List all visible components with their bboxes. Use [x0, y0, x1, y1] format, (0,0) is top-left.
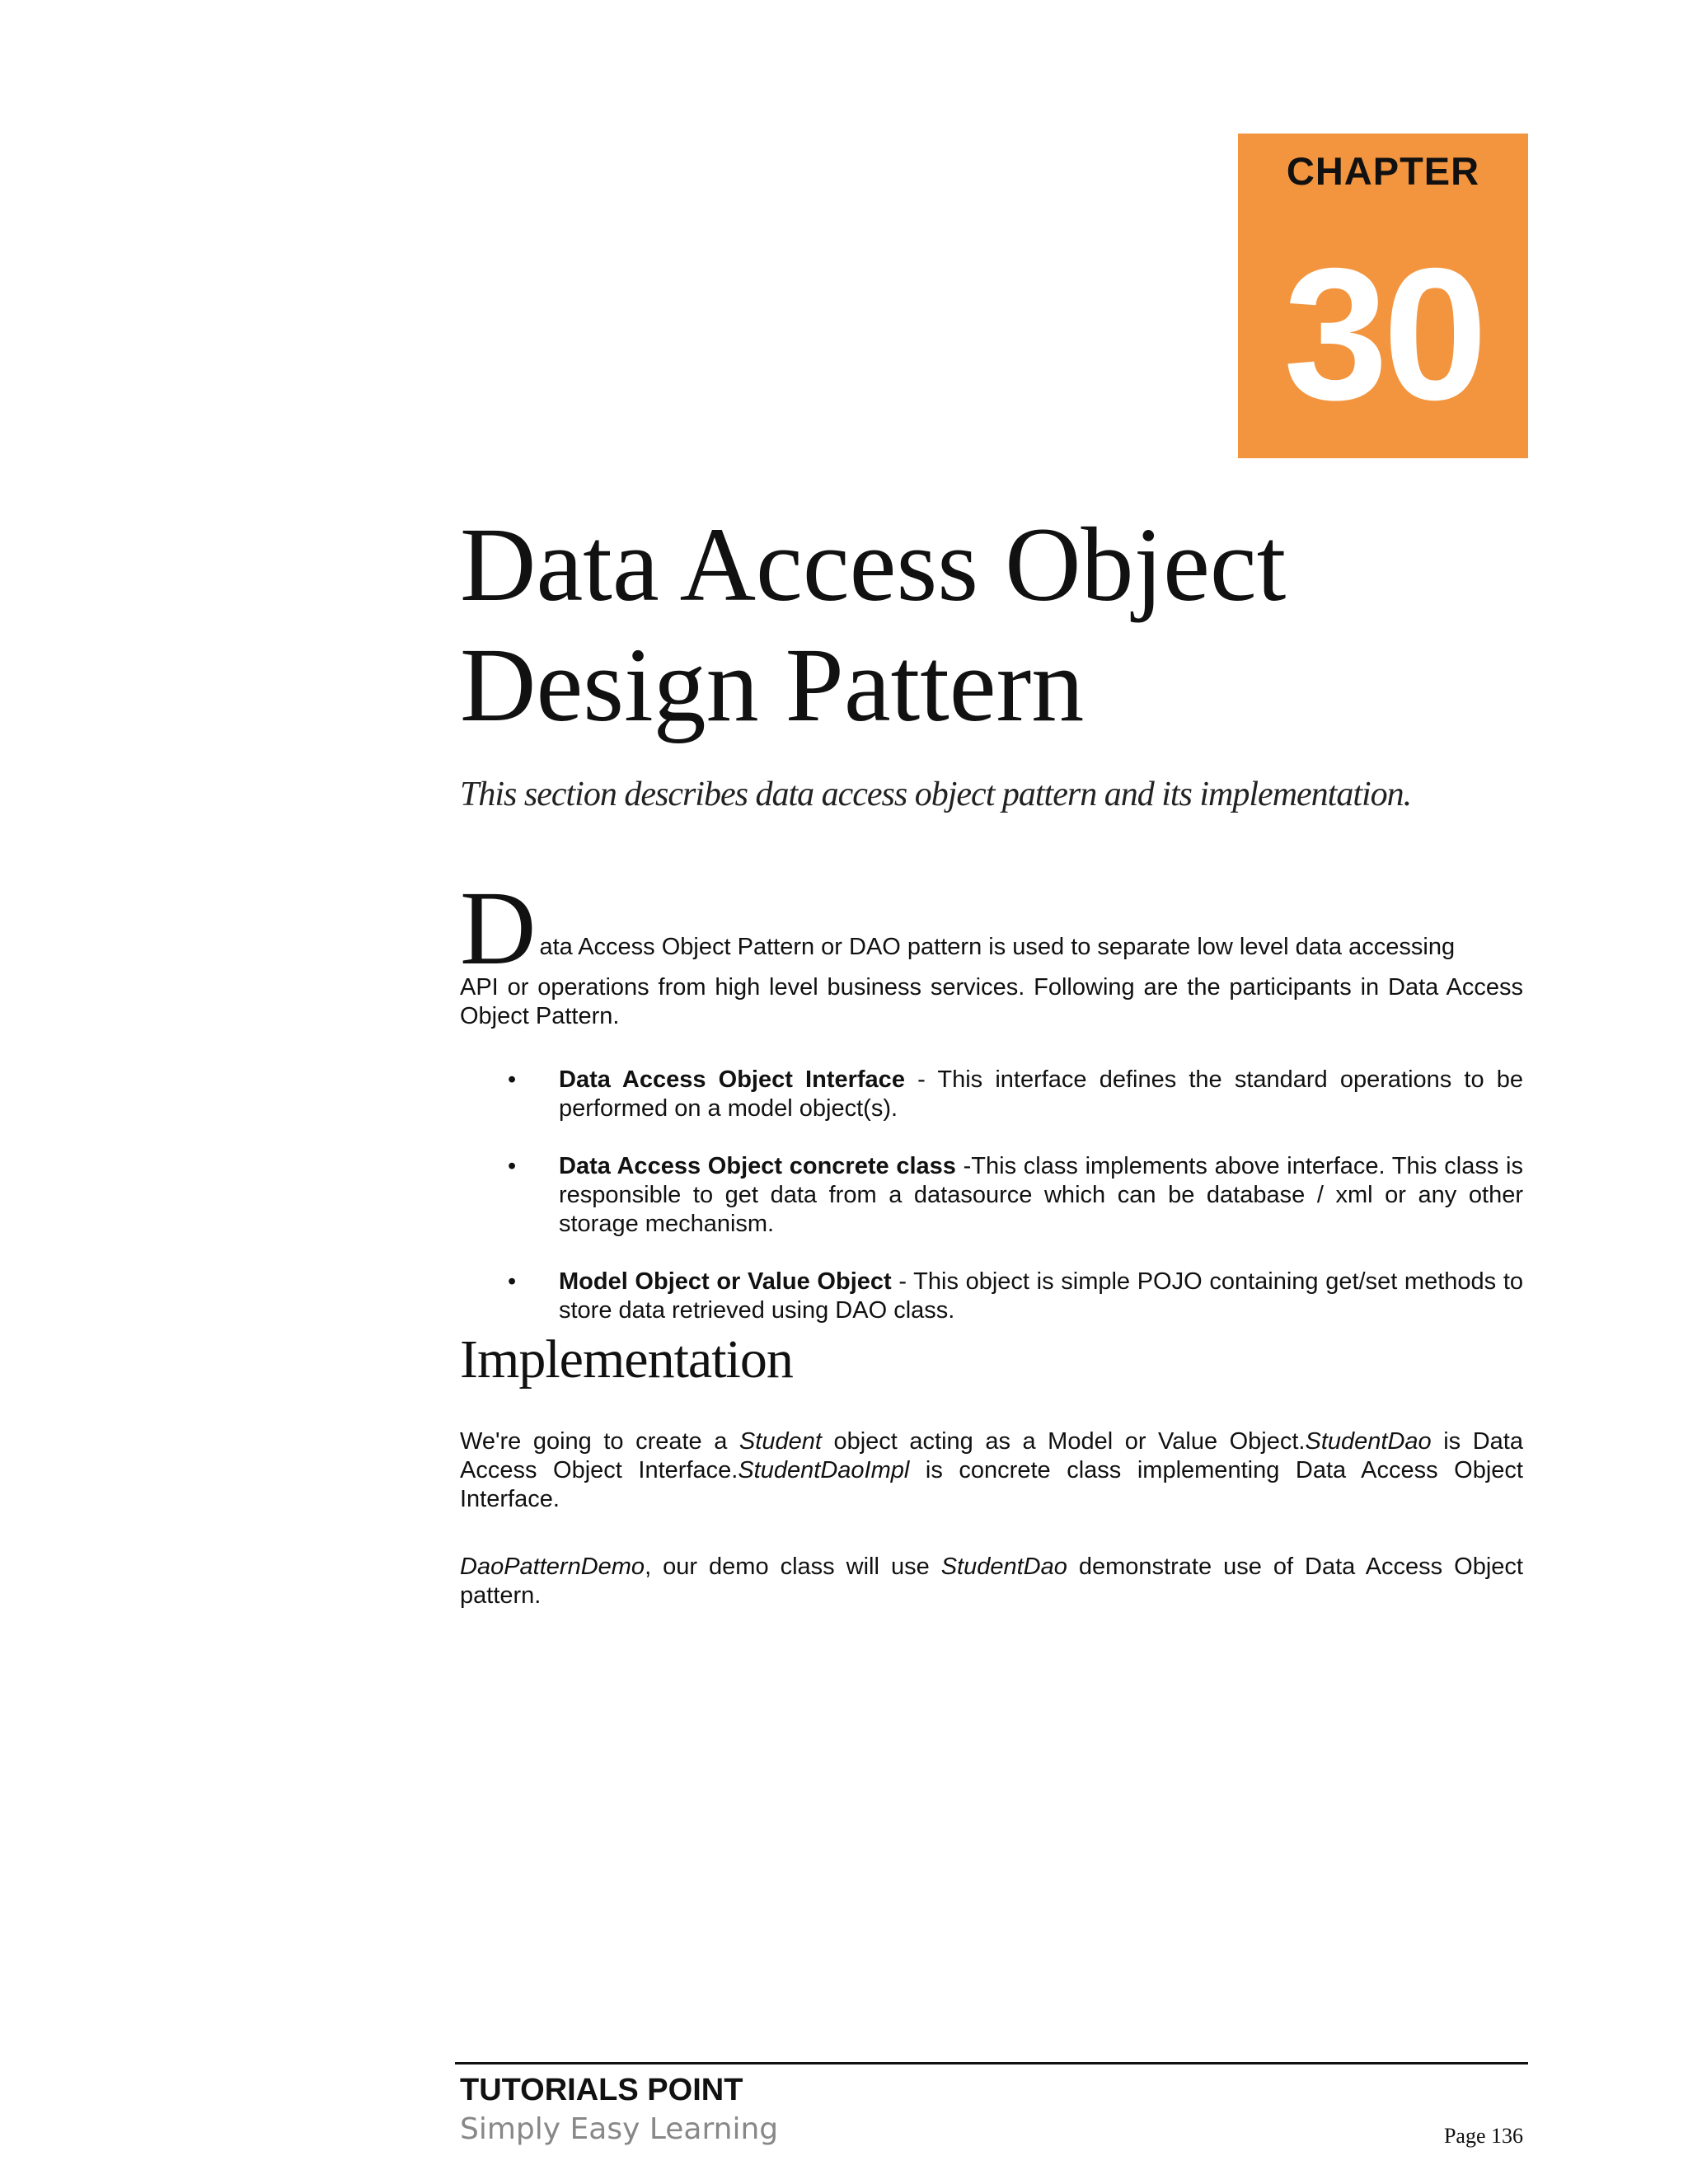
participant-term: Model Object or Value Object: [559, 1268, 892, 1295]
participant-separator: -: [955, 1153, 972, 1179]
page-number: Page 136: [1443, 2124, 1523, 2148]
text-run: object acting as a Model or Value Object.: [821, 1428, 1306, 1455]
intro-paragraph: [460, 869, 1523, 1031]
footer-brand: TUTORIALS POINT: [460, 2073, 743, 2107]
participant-term: Data Access Object Interface: [559, 1066, 905, 1093]
text-run: is Data Access Object Interface.: [460, 1428, 1523, 1483]
class-name: StudentDao: [1305, 1428, 1432, 1455]
list-item: [504, 1066, 1523, 1123]
bullet-icon: •: [508, 1268, 517, 1295]
section-heading: Implementation: [460, 1329, 793, 1390]
class-name: Student: [738, 1428, 822, 1455]
text-run: demonstrate use of Data Access Object pattern.: [460, 1554, 1523, 1609]
title-line-1: Data Access Object: [460, 506, 1287, 623]
footer-divider: [455, 2062, 1528, 2064]
participant-separator: -: [904, 1066, 938, 1093]
chapter-badge: [1238, 134, 1528, 458]
chapter-subtitle: This section describes data access object pattern and its implementation.: [460, 776, 1412, 813]
text-run: We're going to create a: [460, 1428, 739, 1455]
bullet-icon: •: [508, 1066, 517, 1093]
intro-rest: API or operations from high level business services. Following are the participants in Data Access Object Pattern.: [460, 974, 1523, 1029]
participant-separator: -: [891, 1268, 914, 1295]
text-run: , our demo class will use: [645, 1554, 941, 1580]
list-item: [504, 1152, 1523, 1239]
participant-description: This interface defines the standard operations to be performed on a model object(s).: [559, 1066, 1524, 1122]
chapter-label: CHAPTER: [1286, 149, 1480, 193]
chapter-number: 30: [1283, 230, 1483, 439]
title-line-2: Design Pattern: [460, 626, 1085, 743]
page-title: [460, 504, 1531, 745]
class-name: StudentDao: [940, 1554, 1067, 1580]
bullet-icon: •: [508, 1153, 517, 1179]
list-item: [504, 1268, 1523, 1325]
class-name: StudentDaoImpl: [738, 1457, 910, 1483]
participant-description: This object is simple POJO containing get/set methods to store data retrieved using DAO class.: [559, 1268, 1524, 1324]
implementation-paragraph-2: [460, 1553, 1523, 1610]
implementation-paragraph-1: [460, 1427, 1523, 1514]
drop-cap: D: [460, 869, 537, 987]
participant-description: This class implements above interface. This class is responsible to get data from a datasource which can be database / xml or any other storage mechanism.: [559, 1153, 1523, 1237]
text-run: is concrete class implementing Data Access Object Interface.: [460, 1457, 1523, 1512]
footer-tagline: Simply Easy Learning: [460, 2112, 779, 2146]
participants-list: [504, 1066, 1523, 1354]
class-name: DaoPatternDemo: [460, 1554, 645, 1580]
intro-first-line: ata Access Object Pattern or DAO pattern is used to separate low level data accessing: [539, 934, 1456, 960]
participant-term: Data Access Object concrete class: [559, 1153, 956, 1179]
